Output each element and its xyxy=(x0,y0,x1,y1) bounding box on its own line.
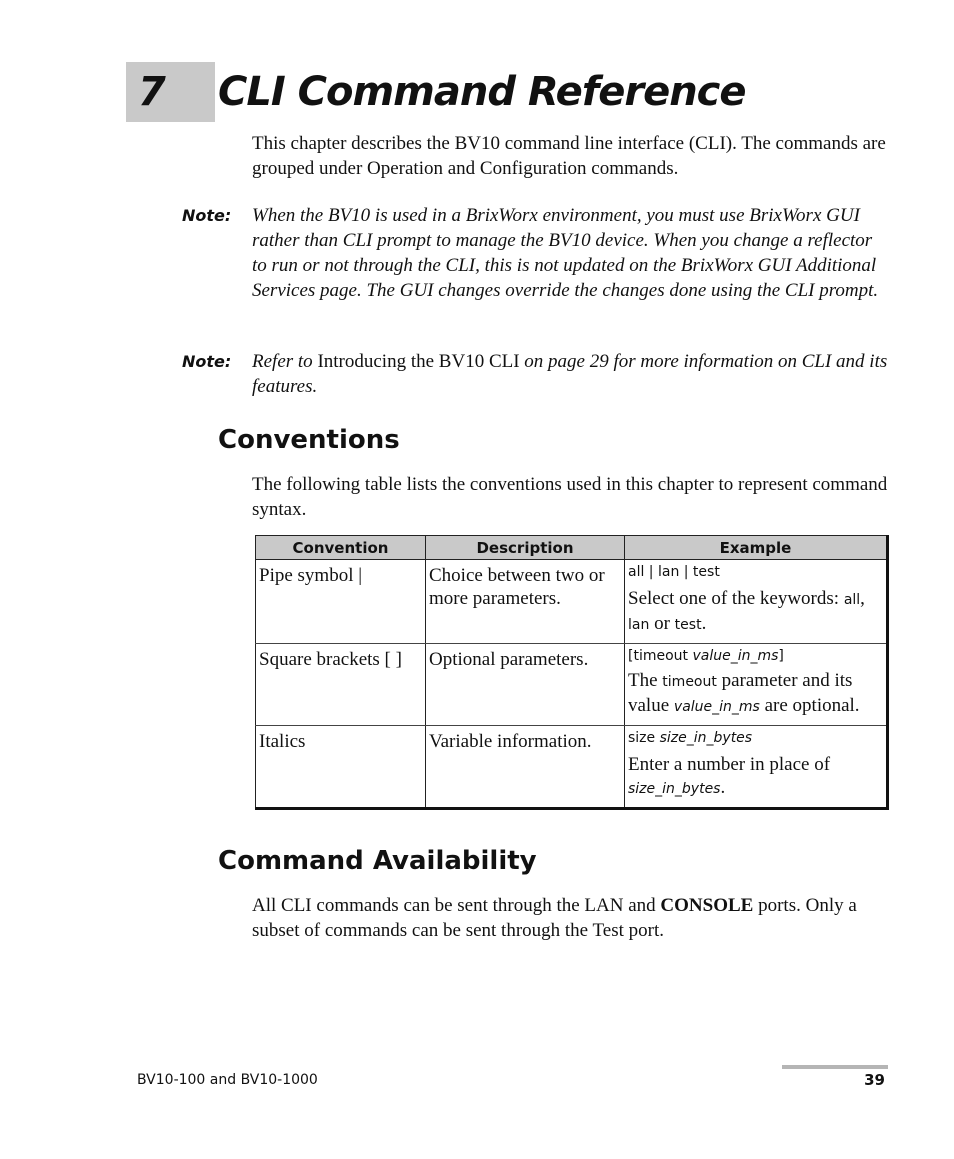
command-availability-heading: Command Availability xyxy=(218,846,537,876)
convention-cell: Italics xyxy=(256,726,426,809)
note-text-before: Refer to xyxy=(252,351,318,372)
conventions-table xyxy=(255,535,889,810)
column-header-example: Example xyxy=(625,536,888,560)
example-explanation: Select one of the keywords: all, lan or test. xyxy=(628,588,865,634)
footer-rule xyxy=(782,1065,888,1069)
note-text: When the BV10 is used in a BrixWorx environment, you must use BrixWorx GUI rather than CLI prompt to manage the BV10 device. When you change a reflector to run or not through the CLI, this is not updated on the BrixWorx GUI Additional Services page. The GUI changes override the changes done using the CLI prompt. xyxy=(252,205,879,301)
chapter-number: 7 xyxy=(138,69,166,115)
chapter-title: CLI Command Reference xyxy=(218,69,746,115)
table-header-row xyxy=(256,536,888,560)
description-cell: Choice between two or more parameters. xyxy=(426,560,625,644)
note-text xyxy=(252,349,888,399)
table-row xyxy=(256,644,888,726)
conventions-intro: The following table lists the conventions used in this chapter to represent command syntax. xyxy=(252,474,888,520)
convention-cell: Pipe symbol | xyxy=(256,560,426,644)
note-1 xyxy=(182,203,888,303)
note-label: Note: xyxy=(182,352,232,371)
note-label: Note: xyxy=(182,206,232,225)
conventions-heading: Conventions xyxy=(218,425,400,455)
table-row xyxy=(256,726,888,809)
example-syntax: [timeout value_in_ms] xyxy=(628,648,784,664)
cross-reference-link[interactable]: Introducing the BV10 CLI xyxy=(317,351,520,372)
intro-paragraph: This chapter describes the BV10 command line interface (CLI). The commands are grouped under Operation and Configuration commands. xyxy=(252,133,886,179)
example-cell xyxy=(625,644,888,726)
footer-product-name: BV10-100 and BV10-1000 xyxy=(137,1072,318,1088)
table-row xyxy=(256,560,888,644)
example-cell xyxy=(625,726,888,809)
example-explanation: Enter a number in place of size_in_bytes. xyxy=(628,754,831,798)
page-number: 39 xyxy=(864,1071,885,1089)
convention-cell: Square brackets [ ] xyxy=(256,644,426,726)
description-cell: Variable information. xyxy=(426,726,625,809)
example-syntax: all | lan | test xyxy=(628,564,720,580)
example-cell xyxy=(625,560,888,644)
column-header-convention: Convention xyxy=(256,536,426,560)
example-syntax: size size_in_bytes xyxy=(628,730,753,746)
description-cell: Optional parameters. xyxy=(426,644,625,726)
note-2 xyxy=(182,349,888,399)
availability-paragraph: All CLI commands can be sent through the LAN and CONSOLE ports. Only a subset of commands can be sent through the Test port. xyxy=(252,895,857,941)
column-header-description: Description xyxy=(426,536,625,560)
note-text-after: on page 29 for more information on CLI and its features. xyxy=(252,351,888,397)
example-explanation: The timeout parameter and its value value_in_ms are optional. xyxy=(628,670,860,716)
